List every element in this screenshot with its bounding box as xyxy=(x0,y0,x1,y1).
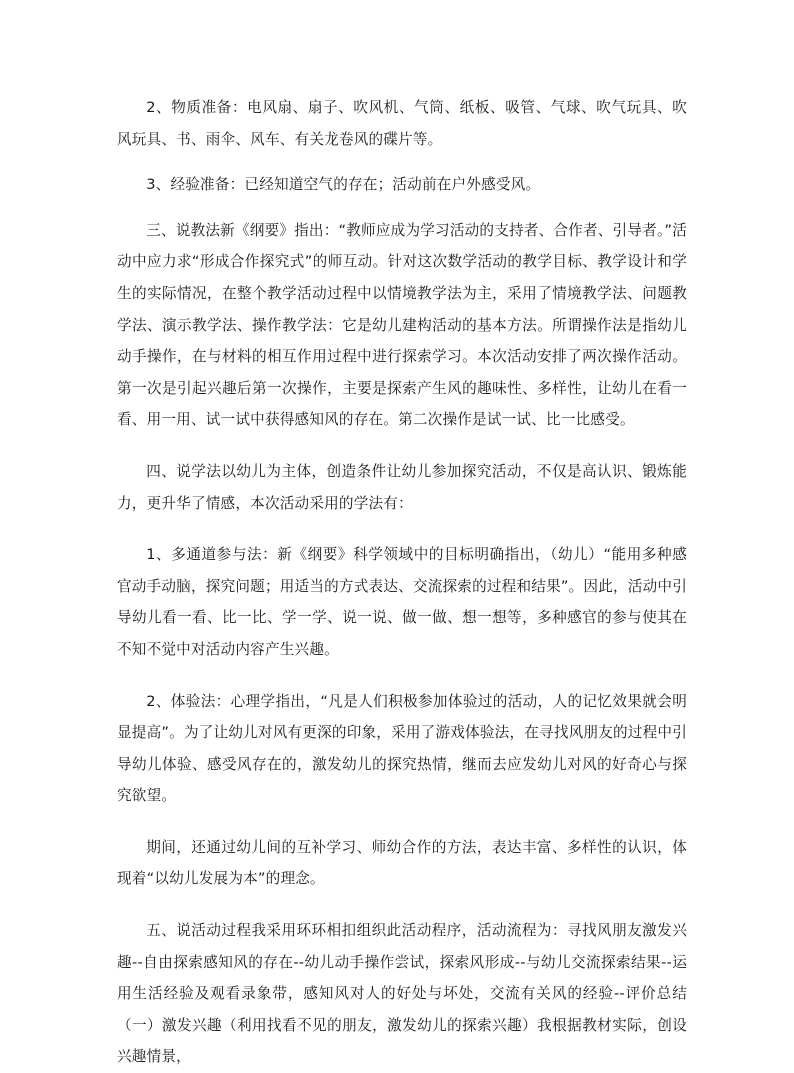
paragraph-multichannel-method: 1、多通道参与法：新《纲要》科学领域中的目标明确指出，（幼儿）“能用多种感官动手动脑，探究问题；用适当的方式表达、交流探索的过程和结果”。因此，活动中引导幼儿看一看、比一比、学一学、说一说、做一做、想一想等，多种感官的参与使其在不知不觉中对活动内容产生兴趣。 xyxy=(117,546,687,658)
paragraph-learning-methods: 四、说学法以幼儿为主体，创造条件让幼儿参加探究活动，不仅是高认识、锻炼能力，更升华了情感，本次活动采用的学法有： xyxy=(117,462,687,512)
paragraph-teaching-methods: 三、说教法新《纲要》指出：“教师应成为学习活动的支持者、合作者、引导者。”活动中应力求“形成合作探究式”的师互动。针对这次数学活动的教学目标、教学设计和学生的实际情况，在整个教学活动过程中以情境教学法为主，采用了情境教学法、问题教学法、演示教学法、操作教学法：它是幼儿建构活动的基本方法。所谓操作法是指幼儿动手操作，在与材料的相互作用过程中进行探索学习。本次活动安排了两次操作活动。第一次是引起兴趣后第一次操作，主要是探索产生风的趣味性、多样性，让幼儿在看一看、用一用、试一试中获得感知风的存在。第二次操作是试一试、比一比感受。 xyxy=(117,221,687,429)
document-body xyxy=(117,92,687,1073)
paragraph-experience-preparation: 3、经验准备：已经知道空气的存在；活动前在户外感受风。 xyxy=(146,176,541,194)
paragraph-activity-process: 五、说活动过程我采用环环相扣组织此活动程序，活动流程为：寻找风朋友激发兴趣--自由探索感知风的存在--幼儿动手操作尝试，探索风形成--与幼儿交流探索结果--运用生活经验及观看录象带，感知风对人的好处与坏处，交流有关风的经验--评价总结（一）激发兴趣（利用找看不见的朋友，激发幼儿的探索兴趣）我根据教材实际，创设兴趣情景， xyxy=(117,922,687,1066)
paragraph-material-preparation: 2、物质准备：电风扇、扇子、吹风机、气筒、纸板、吸管、气球、吹气玩具、吹风玩具、书、雨伞、风车、有关龙卷风的碟片等。 xyxy=(117,99,687,148)
paragraph-cooperation: 期间，还通过幼儿间的互补学习、师幼合作的方法，表达丰富、多样性的认识，体现着“以幼儿发展为本”的理念。 xyxy=(117,838,687,888)
paragraph-experience-method: 2、体验法：心理学指出，“凡是人们积极参加体验过的活动，人的记忆效果就会明显提高”。为了让幼儿对风有更深的印象，采用了游戏体验法，在寻找风朋友的过程中引导幼儿体验、感受风存在的，激发幼儿的探究热情，继而去应发幼儿对风的好奇心与探究欲望。 xyxy=(117,692,687,805)
